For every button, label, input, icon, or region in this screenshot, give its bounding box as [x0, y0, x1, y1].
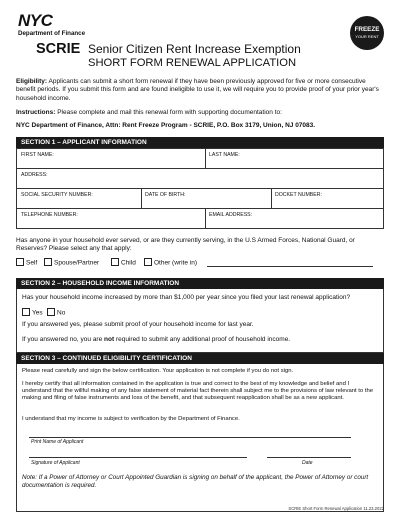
- child-label: Child: [121, 259, 136, 267]
- id-row: [17, 188, 383, 208]
- verification-text: I understand that my income is subject to verification by the Department of Finance.: [22, 416, 240, 422]
- contact-row: [17, 208, 383, 228]
- last-name-field[interactable]: [205, 149, 383, 169]
- if-no-instruction: [22, 336, 382, 344]
- last-name-label: LAST NAME:: [209, 152, 240, 158]
- form-code: SCRIE: [36, 41, 81, 57]
- applicant-info-grid: [16, 148, 384, 229]
- spouse-label: Spouse/Partner: [54, 259, 100, 267]
- telephone-field[interactable]: [17, 209, 205, 229]
- form-subtitle: SHORT FORM RENEWAL APPLICATION: [88, 57, 297, 69]
- other-label: Other (write in): [154, 259, 197, 267]
- power-of-attorney-note: Note: If a Power of Attorney or Court Appointed Guardian is signing on behalf of the applicant, the Power of Attorney or court documentation is required.: [22, 474, 369, 489]
- spouse-checkbox[interactable]: [44, 258, 52, 266]
- dob-label: DATE OF BIRTH:: [145, 192, 186, 198]
- option-yes[interactable]: [22, 308, 43, 318]
- email-field[interactable]: [205, 209, 383, 229]
- print-name-line[interactable]: [29, 437, 351, 438]
- badge-bottom-text: YOUR RENT: [355, 34, 379, 39]
- department-name: Department of Finance: [18, 30, 86, 37]
- income-section-box: [16, 289, 384, 353]
- form-header: [16, 10, 384, 74]
- option-other[interactable]: [144, 258, 197, 268]
- date-label: Date: [302, 460, 313, 466]
- nyc-logo: NYC: [18, 11, 53, 30]
- eligibility-label: Eligibility:: [16, 78, 48, 85]
- dob-field[interactable]: [141, 189, 271, 209]
- first-name-label: FIRST NAME:: [21, 152, 54, 158]
- income-question: Has your household income increased by more than $1,000 per year since you filed your last renewal application?: [22, 294, 351, 301]
- self-checkbox[interactable]: [16, 258, 24, 266]
- signature-label: Signature of Applicant: [31, 460, 80, 466]
- section3-header: SECTION 3 – CONTINUED ELIGIBILITY CERTIFICATION: [16, 353, 384, 364]
- eligibility-text: Applicants can submit a short form renewal if they have been previously approved for five or more consecutive benefit periods. If you submit this form and are found ineligible to use it, we will require you to provide proof of your prior year's household income.: [16, 78, 379, 102]
- eligibility-paragraph: [16, 78, 384, 103]
- form-footer: SCRIE Short Form Renewal Application 11.23.2022: [288, 506, 384, 511]
- first-name-field[interactable]: [17, 149, 205, 169]
- name-row: [17, 148, 383, 168]
- telephone-label: TELEPHONE NUMBER:: [21, 212, 78, 218]
- armed-forces-question: Has anyone in your household ever served, or are they currently serving, in the U.S Armed Forces, National Guard, or Reserves? Please select any that apply:: [16, 237, 355, 253]
- badge-top-text: FREEZE: [354, 26, 380, 33]
- docket-number-field[interactable]: [271, 189, 383, 209]
- option-self[interactable]: [16, 258, 37, 268]
- other-write-in-field[interactable]: [207, 259, 373, 267]
- yes-label: Yes: [32, 309, 43, 317]
- read-carefully-text: Please read carefully and sign the below certification. Your application is not complete if you do not sign.: [22, 368, 294, 374]
- certification-text: I hereby certify that all information contained in the application is true and correct to the best of my knowledge and belief and I understand that the willful making of any false statement of material fact therein shall subject me to the provisions of law relevant to the making and filing of false instruments and loss of the benefit, and that subsequent reapplication shall be as a new applicant.: [22, 381, 374, 402]
- option-no[interactable]: [47, 308, 65, 318]
- address-label: ADDRESS:: [21, 172, 48, 178]
- instructions-paragraph: [16, 109, 384, 117]
- mailing-address: NYC Department of Finance, Attn: Rent Freeze Program - SCRIE, P.O. Box 3179, Union, NJ 07083.: [16, 122, 316, 129]
- no-label: No: [57, 309, 66, 317]
- if-no-text-b: required to submit any additional proof of household income.: [115, 336, 291, 343]
- no-checkbox[interactable]: [47, 308, 55, 316]
- instructions-text: Please complete and mail this renewal form with supporting documentation to:: [57, 109, 282, 116]
- docket-number-label: DOCKET NUMBER:: [275, 192, 322, 198]
- ssn-field[interactable]: [17, 189, 141, 209]
- if-yes-instruction: If you answered yes, please submit proof of your household income for last year.: [22, 321, 254, 328]
- option-spouse[interactable]: [44, 258, 99, 268]
- ssn-label: SOCIAL SECURITY NUMBER:: [21, 192, 93, 198]
- instructions-label: Instructions:: [16, 109, 56, 116]
- email-label: EMAIL ADDRESS:: [209, 212, 253, 218]
- option-child[interactable]: [111, 258, 136, 268]
- signature-line[interactable]: [29, 457, 247, 458]
- yes-checkbox[interactable]: [22, 308, 30, 316]
- other-checkbox[interactable]: [144, 258, 152, 266]
- child-checkbox[interactable]: [111, 258, 119, 266]
- section1-header: SECTION 1 – APPLICANT INFORMATION: [16, 137, 384, 148]
- address-field[interactable]: [17, 169, 383, 189]
- address-row: [17, 168, 383, 188]
- print-name-label: Print Name of Applicant: [31, 439, 84, 445]
- section2-header: SECTION 2 – HOUSEHOLD INCOME INFORMATION: [16, 278, 384, 289]
- date-line[interactable]: [267, 457, 351, 458]
- if-no-text-a: If you answered no, you are: [22, 336, 103, 343]
- self-label: Self: [26, 259, 38, 267]
- freeze-your-rent-badge: [350, 16, 384, 50]
- if-no-emphasis: not: [104, 336, 115, 343]
- form-title: Senior Citizen Rent Increase Exemption: [88, 42, 301, 56]
